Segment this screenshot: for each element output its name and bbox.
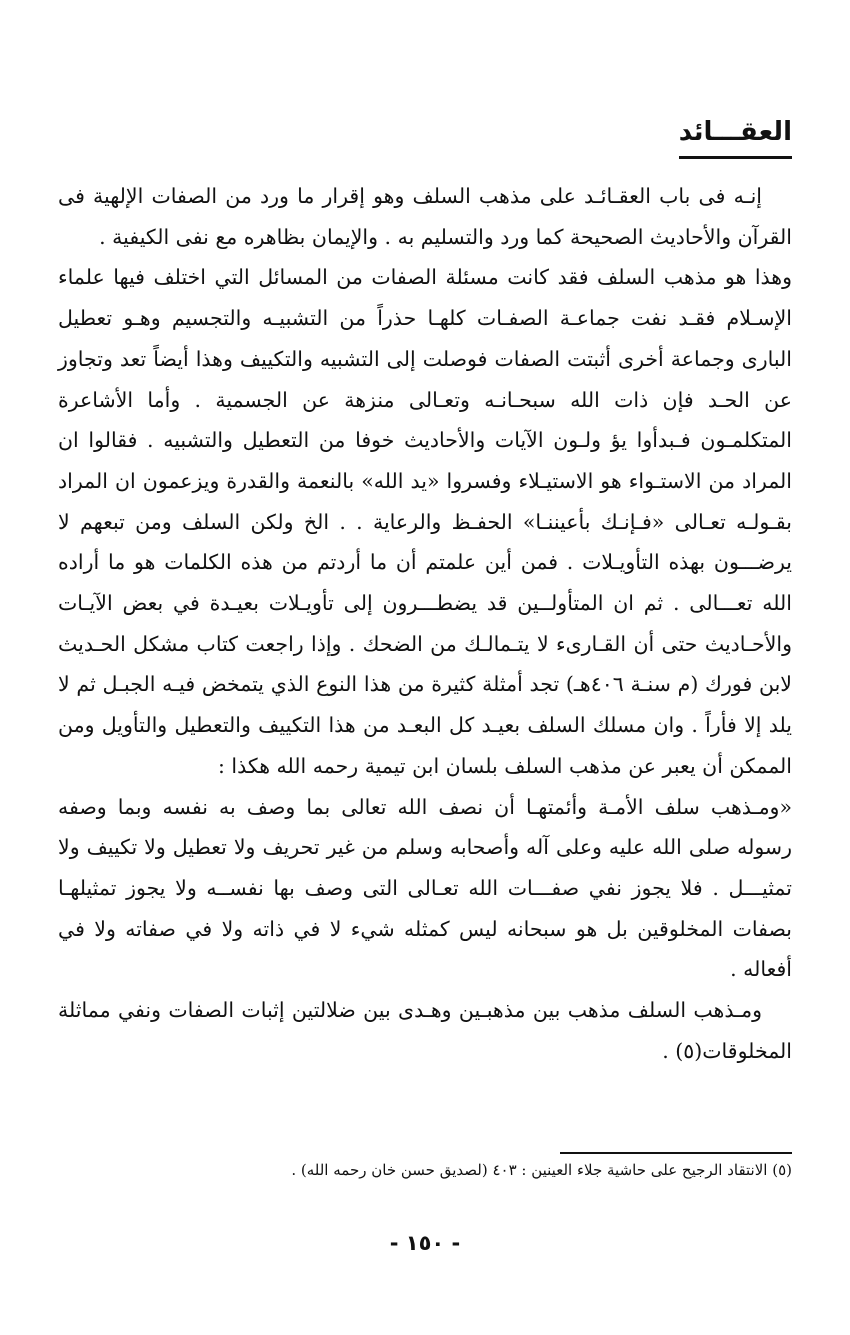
paragraph-salaf-doctrine: وهذا هو مذهب السلف فقد كانت مسئلة الصفات من المسائل التي اختلف فيها علماء الإسـلام فقـد نفت جماعـة الصفـات كلهـا حذراً من التشبيـه والتجسيم وهـو تعطيل البارى وجماعة أخرى أثبتت الصفات فوصلت إلى التشبيه والتكييف وهذا أيضاً تعد وتجاوز عن الحـد فإن ذات الله سبحـانـه وتعـالى منزهة عن الجسمية . وأما الأشاعرة المتكلمـون فـبدأوا يؤ ولـون الآيات والأحاديث خوفا من التعطيل والتشبيه . فقالوا ان المراد من الاستـواء هو الاستيـلاء وفسروا «يد الله» بالنعمة والقدرة ويزعمون ان المراد بقـولـه تعـالى «فـإنـك بأعيننـا» الحفـظ والرعاية . . الخ ولكن السلف ومن تبعهم لا يرضـــون بهذه التأويـلات . فمن أين علمتم أن ما أردتم من هذه الكلمات هو ما أراده الله تعـــالى . ثم ان المتأولــين قد يضطـــرون إلى تأويـلات بعيـدة في بعض الآيـات والأحـاديث حتى أن القـارىء لا يتـمالـك من الضحك . وإذا راجعت كتاب مشكل الحـديث لابن فورك (م سنـة ٤٠٦هـ) تجد أمثلة كثيرة من هذا النوع الذي يتمخض فيـه الجبـل ثم لا يلد إلا فأراً . وان مسلك السلف بعيـد كل البعـد من هذا التكييف والتعطيل والتأويل ومن الممكن أن يعبر عن مذهب السلف بلسان ابن تيمية رحمه الله هكذا : [58, 265, 792, 778]
footnote: (٥) الانتقاد الرجيح على حاشية جلاء العينين : ٤٠٣ (لصديق حسن خان رحمه الله) . [291, 1161, 792, 1179]
section-heading: العقـــائد [679, 112, 792, 159]
footnote-divider [560, 1152, 792, 1154]
paragraph-conclusion: ومـذهب السلف مذهب بين مذهبـين وهـدى بين ضلالتين إثبات الصفات ونفي مماثلة المخلوقات(٥) . [58, 998, 792, 1063]
page-number: - ١٥٠ - [389, 1231, 461, 1255]
paragraph-ibn-taymiyya-quote: «ومـذهب سلف الأمـة وأئمتهـا أن نصف الله تعالى بما وصف به نفسه وبما وصفه رسوله صلى الله عليه وعلى آله وأصحابه وسلم من غير تحريف ولا تعطيل ولا تكييف ولا تمثيـــل . فلا يجوز نفي صفـــات الله تعـالى التى وصف بها نفســه ولا يجوز تمثيلهـا بصفات المخلوقين بل هو سبحانه ليس كمثله شيء لا في ذاته ولا في صفاته ولا في أفعاله . [58, 794, 792, 982]
heading-block [679, 112, 792, 159]
main-text [58, 176, 792, 1071]
paragraph-intro: إنـه فى باب العقـائـد على مذهب السلف وهو إقرار ما ورد من الصفات الإلهية فى القرآن والأحاديث الصحيحة كما ورد والتسليم به . والإيمان بظاهره مع نفى الكيفية . [58, 184, 792, 249]
